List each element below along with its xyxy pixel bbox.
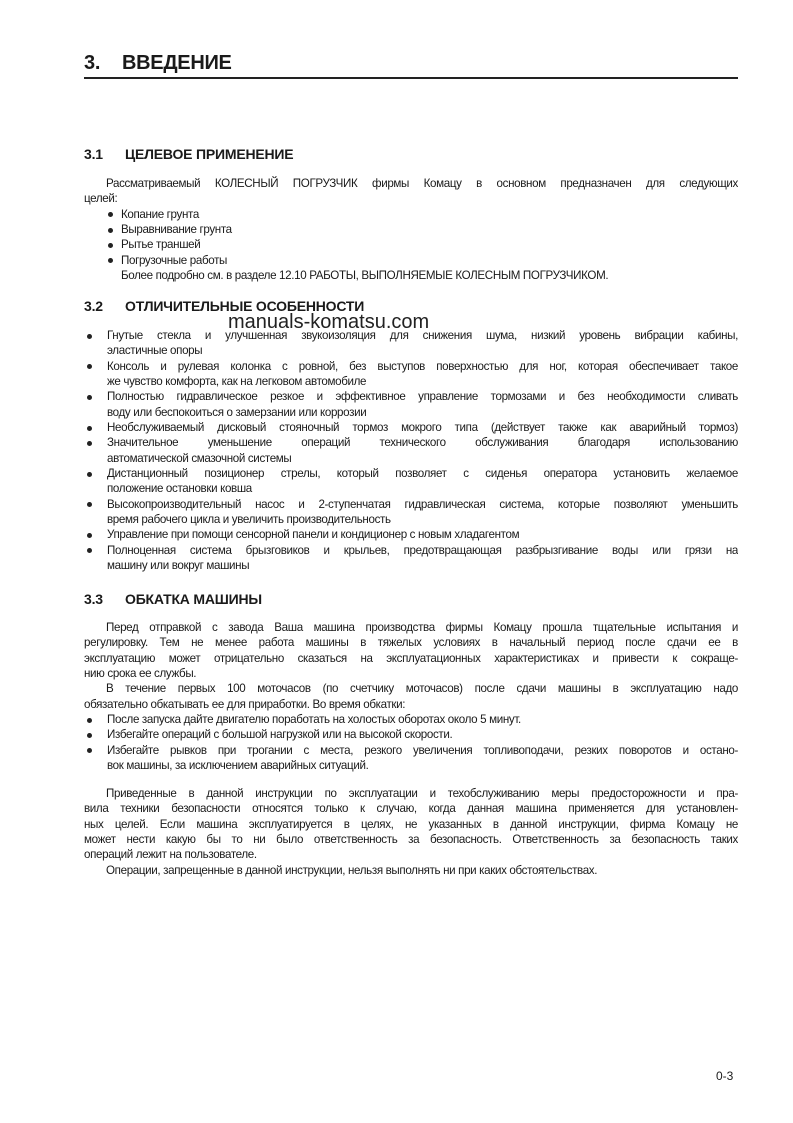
line-text: Более подробно см. в разделе 12.10 РАБОТЫ, ВЫПОЛНЯЕМЫЕ КОЛЕСНЫМ ПОГРУЗЧИКОМ. <box>121 269 609 283</box>
text-line <box>84 191 738 206</box>
bullet-icon <box>87 395 92 400</box>
line-text: машину или вокруг машины <box>107 559 250 573</box>
text-line <box>84 863 738 878</box>
page-number: 0-3 <box>716 1069 734 1083</box>
section-title: ЦЕЛЕВОЕ ПРИМЕНЕНИЕ <box>125 146 294 162</box>
bullet-item <box>84 237 738 252</box>
line-text: целей: <box>84 192 118 206</box>
line-text: нию срока ее службы. <box>84 667 197 681</box>
text-line <box>84 374 738 389</box>
bullet-icon <box>87 748 92 753</box>
line-text: Гнутые стекла и улучшенная звукоизоляция для снижения шума, низкий уровень вибрации кабины, <box>107 329 738 342</box>
line-text: Управление при помощи сенсорной панели и кондиционер с новым хладагентом <box>107 528 520 542</box>
bullet-item <box>84 253 738 268</box>
line-text: Значительное уменьшение операций технического обслуживания благодаря использованию <box>107 436 738 450</box>
bullet-icon <box>87 548 92 553</box>
bullet-icon <box>87 334 92 339</box>
chapter-number: 3. <box>84 52 101 74</box>
line-text: Операции, запрещенные в данной инструкции, нельзя выполнять ни при каких обстоятельствах. <box>106 863 598 877</box>
section-3-3-body <box>84 620 738 773</box>
line-text: время рабочего цикла и увеличить производительность <box>107 513 391 527</box>
line-text: эластичные опоры <box>107 344 203 358</box>
text-line <box>84 697 738 712</box>
section-title: ОБКАТКА МАШИНЫ <box>125 591 262 607</box>
page-title <box>84 52 232 75</box>
line-text: Выравнивание грунта <box>121 223 232 237</box>
title-rule <box>84 77 738 79</box>
text-line <box>84 832 738 847</box>
line-text: Полноценная система брызговиков и крыльев, предотвращающая разбрызгивание воды или грязи на <box>107 543 738 557</box>
text-line <box>84 343 738 358</box>
bullet-item <box>84 359 738 374</box>
section-3-1-body <box>84 176 738 283</box>
bullet-item <box>84 543 738 558</box>
chapter-title: ВВЕДЕНИЕ <box>122 52 232 74</box>
line-text: Перед отправкой с завода Ваша машина производства фирмы Комацу прошла тщательные испытания и <box>106 621 738 634</box>
text-line <box>84 681 738 696</box>
text-line <box>84 847 738 862</box>
line-text: После запуска дайте двигателю поработать на холостых оборотах около 5 минут. <box>107 713 521 727</box>
text-line <box>84 512 738 527</box>
line-text: Избегайте рывков при трогании с места, резкого увеличения топливоподачи, резких поворотов и остано- <box>107 743 738 757</box>
bullet-icon <box>87 533 92 538</box>
text-line <box>84 268 738 283</box>
section-heading-3-3 <box>84 591 262 607</box>
text-line <box>84 451 738 466</box>
line-text: регулировку. Тем не менее работа машины в тяжелых условиях в начальный период после сдачи ее в <box>84 636 738 650</box>
text-line <box>84 176 738 191</box>
bullet-item <box>84 222 738 237</box>
bullet-icon <box>87 364 92 369</box>
line-text: Необслуживаемый дисковый стояночный тормоз мокрого типа (действует также как аварийный тормоз) <box>107 421 738 435</box>
line-text: может нести какую бы то ни было ответственность за безопасность. Ответственность за безопасность таких <box>84 833 738 847</box>
line-text: операций лежит на пользователе. <box>84 848 257 862</box>
text-line <box>84 651 738 666</box>
line-text: Полностью гидравлическое резкое и эффективное управление тормозами и без необходимости сливать <box>107 390 738 404</box>
bullet-item <box>84 743 738 758</box>
bullet-item <box>84 389 738 404</box>
bullet-item <box>84 435 738 450</box>
line-text: автоматической смазочной системы <box>107 451 292 465</box>
line-text: Копание грунта <box>121 207 199 221</box>
bullet-item <box>84 466 738 481</box>
line-text: вок машины, за исключением аварийных ситуаций. <box>107 759 369 773</box>
text-line <box>84 758 738 773</box>
section-title: ОТЛИЧИТЕЛЬНЫЕ ОСОБЕННОСТИ <box>125 298 365 314</box>
bullet-icon <box>108 243 113 248</box>
line-text: обязательно обкатывать ее для приработки. Во время обкатки: <box>84 697 406 711</box>
text-line <box>84 405 738 420</box>
line-text: положение остановки ковша <box>107 482 252 496</box>
text-line <box>84 620 738 635</box>
bullet-icon <box>87 441 92 446</box>
text-line <box>84 801 738 816</box>
section-3-2-body <box>84 328 738 574</box>
text-line <box>84 558 738 573</box>
bullet-item <box>84 420 738 435</box>
bullet-item <box>84 712 738 727</box>
bullet-icon <box>87 472 92 477</box>
bullet-item <box>84 207 738 222</box>
bullet-icon <box>87 426 92 431</box>
section-number: 3.3 <box>84 591 103 607</box>
text-line <box>84 817 738 832</box>
line-text: вила техники безопасности относятся только к случаю, когда данная машина применяется для установлен- <box>84 802 738 816</box>
line-text: эксплуатацию может отрицательно сказаться на эксплуатационных характеристиках и привести к сокраще- <box>84 651 738 665</box>
bullet-item <box>84 527 738 542</box>
bullet-item <box>84 727 738 742</box>
bullet-icon <box>87 718 92 723</box>
text-line <box>84 481 738 496</box>
line-text: Избегайте операций с большой нагрузкой или на высокой скорости. <box>107 728 453 742</box>
section-heading-3-1 <box>84 146 293 162</box>
line-text: В течение первых 100 моточасов (по счетчику моточасов) после сдачи машины в эксплуатацию надо <box>106 682 738 696</box>
section-number: 3.2 <box>84 298 103 314</box>
safety-note <box>84 786 738 878</box>
bullet-icon <box>108 258 113 263</box>
text-line <box>84 786 738 801</box>
bullet-icon <box>87 733 92 738</box>
text-line <box>84 666 738 681</box>
line-text: воду или беспокоиться о замерзании или коррозии <box>107 405 367 419</box>
bullet-icon <box>108 228 113 233</box>
watermark: manuals-komatsu.com <box>228 311 430 333</box>
line-text: Дистанционный позиционер стрелы, который позволяет с сиденья оператора установить желаемое <box>107 467 738 481</box>
text-line <box>84 635 738 650</box>
line-text: Консоль и рулевая колонка с ровной, без выступов поверхностью для ног, которая обеспечивает такое <box>107 359 738 373</box>
bullet-icon <box>108 212 113 217</box>
section-number: 3.1 <box>84 146 103 162</box>
line-text: Высокопроизводительный насос и 2-ступенчатая гидравлическая система, которые позволяют уменьшить <box>107 497 738 511</box>
line-text: Погрузочные работы <box>121 253 228 267</box>
bullet-icon <box>87 502 92 507</box>
bullet-item <box>84 497 738 512</box>
line-text: же чувство комфорта, как на легковом автомобиле <box>107 375 367 389</box>
line-text: Приведенные в данной инструкции по эксплуатации и техобслуживанию меры предосторожности и пра- <box>106 787 738 800</box>
line-text: ных целей. Если машина эксплуатируется в целях, не указанных в данной инструкции, фирма Комацу не <box>84 817 738 831</box>
line-text: Рытье траншей <box>121 238 201 252</box>
line-text: Рассматриваемый КОЛЕСНЫЙ ПОГРУЗЧИК фирмы Комацу в основном предназначен для следующих <box>106 177 738 190</box>
